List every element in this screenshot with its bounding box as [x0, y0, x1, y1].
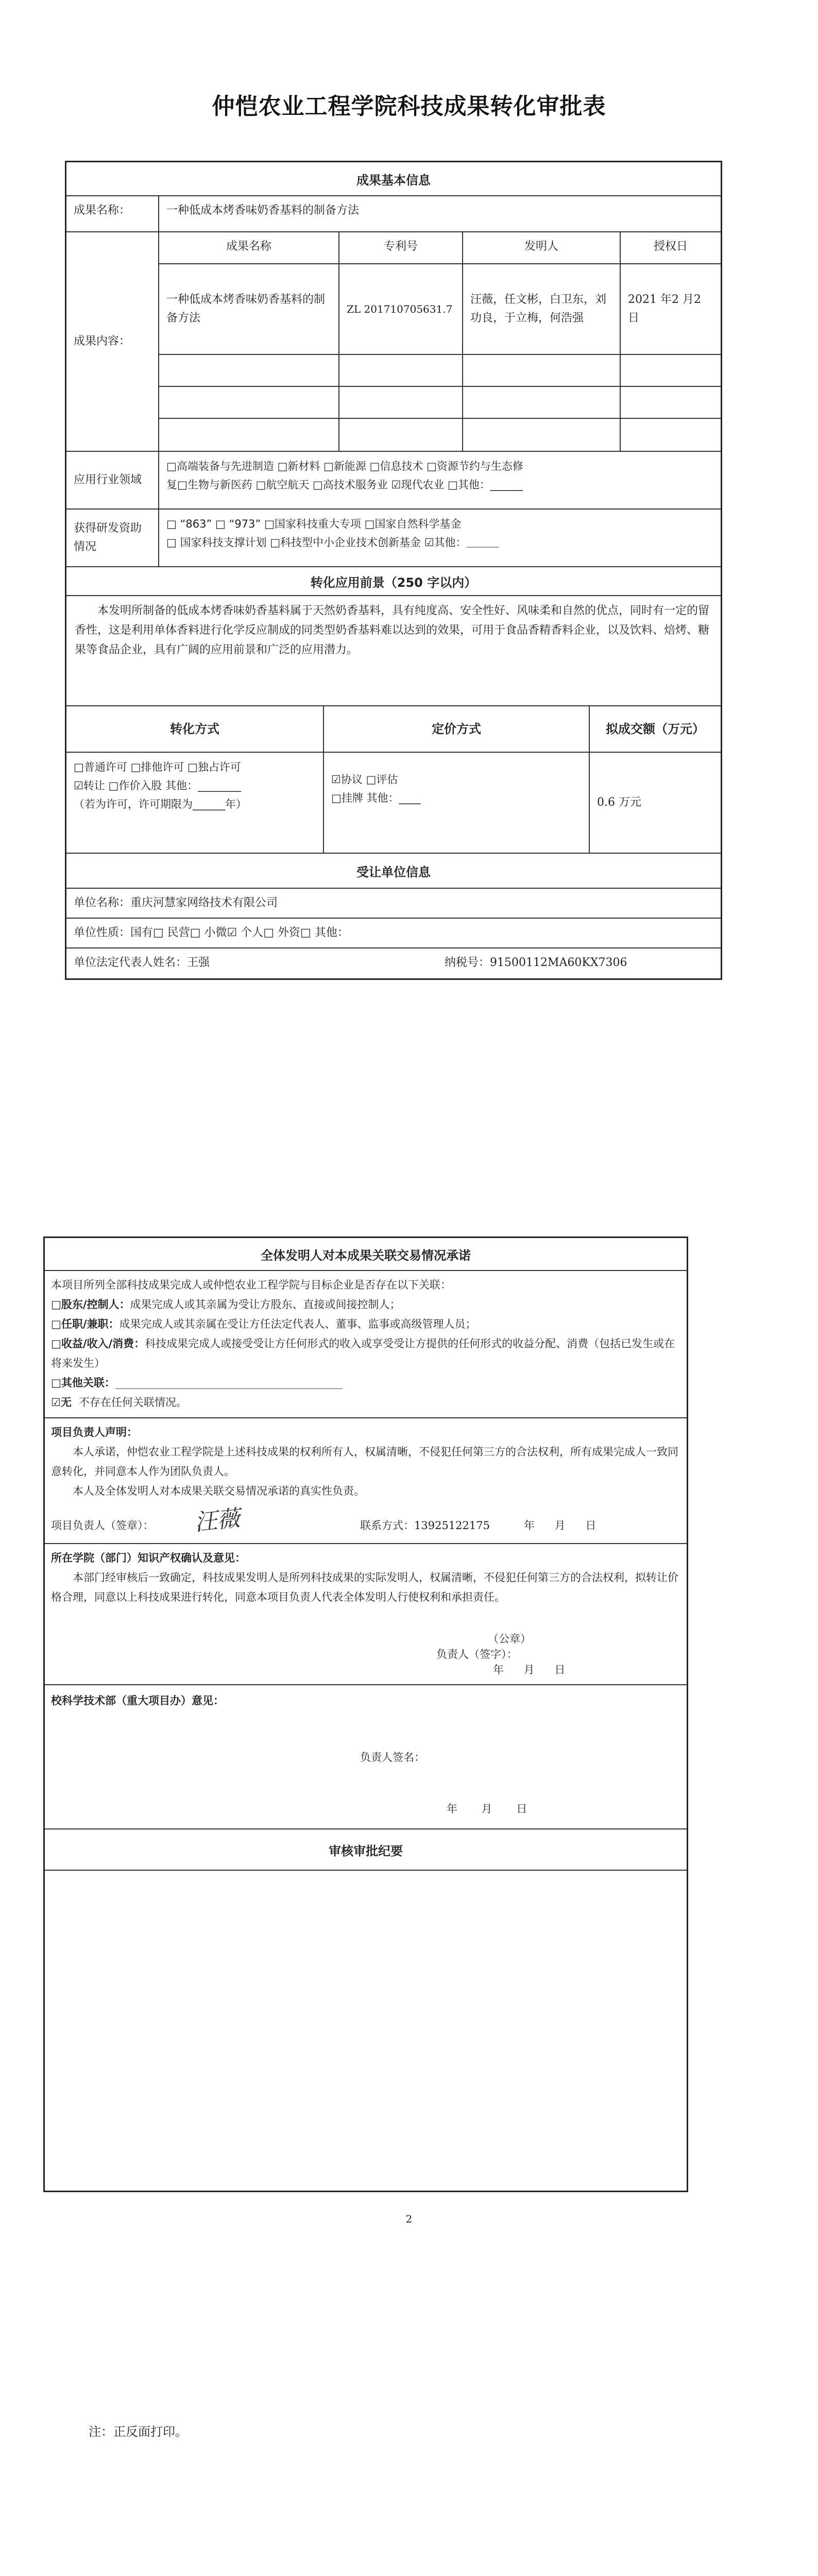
related-item-label: ☑无	[51, 1396, 72, 1409]
transfer-method-options	[66, 753, 324, 853]
prospect-text: 本发明所制备的低成本烤香味奶香基料属于天然奶香基料，具有纯度高、安全性好、风味柔和自然的优点，同时有一定的留香性，这是利用单体香料进行化学反应制成的同类型奶香基料难以达到的效果，可用于食品香精香料企业，以及饮料、焙烤、糖果等食品企业，具有广阔的应用前景和广泛的应用潜力。	[75, 604, 710, 656]
related-item	[51, 1295, 680, 1314]
table-row	[159, 387, 721, 419]
table-cell	[339, 387, 463, 418]
table-cell	[159, 419, 339, 451]
receiver-legal-rep: 单位法定代表人姓名：王强	[74, 956, 210, 969]
leader-text-2: 本人及全体发明人对本成果关联交易情况承诺的真实性负责。	[73, 1485, 365, 1497]
result-content-label: 成果内容：	[66, 232, 159, 451]
approval-form-page1	[65, 161, 722, 980]
approval-form-page2	[43, 1236, 688, 2192]
table-cell	[621, 419, 721, 451]
result-name-label: 成果名称：	[66, 196, 159, 231]
table-cell: 汪薇，任文彬，白卫东，刘功良，于立梅，何浩强	[463, 264, 621, 354]
table-row	[159, 355, 721, 387]
method-line-3: （若为许可，许可期限为______年）	[74, 798, 247, 810]
college-seal: （公章）	[488, 1633, 531, 1645]
table-cell	[159, 387, 339, 418]
table-cell: 一种低成本烤香味奶香基料的制备方法	[159, 264, 339, 354]
table-cell	[339, 419, 463, 451]
review-header: 审核审批纪要	[45, 1829, 687, 1871]
amount-header: 拟成交额（万元）	[606, 722, 705, 736]
table-row	[159, 419, 721, 451]
pricing-method-header: 定价方式	[324, 706, 590, 752]
col-header-date: 授权日	[653, 240, 688, 253]
related-item-text: 成果完成人或其亲属在受让方任法定代表人、董事、监事或高级管理人员；	[119, 1318, 476, 1330]
table-cell	[463, 355, 621, 386]
tech-sign: 负责人签名：	[360, 1751, 425, 1764]
transfer-method-header: 转化方式	[66, 706, 324, 752]
leader-text: 本人承诺，仲恺农业工程学院是上述科技成果的权利所有人，权属清晰，不侵犯任何第三方的合法权利，所有成果完成人一致同意转化，并同意本人作为团队负责人。	[51, 1446, 678, 1478]
document-title: 仲恺农业工程学院科技成果转化审批表	[212, 93, 606, 120]
funding-line-2: □ 国家科技支撑计划 □科技型中小企业技术创新基金 ☑其他：＿＿＿	[166, 536, 499, 549]
table-cell	[463, 419, 621, 451]
receiver-unit-name: 单位名称：重庆河慧家网络技术有限公司	[74, 896, 278, 909]
related-item	[51, 1314, 680, 1334]
col-header-inventor: 发明人	[463, 232, 621, 263]
related-item-label: □收益/收入/消费：	[51, 1337, 145, 1350]
related-item-label: □股东/控制人：	[51, 1298, 130, 1311]
prospect-header: 转化应用前景（250 字以内）	[66, 567, 721, 596]
related-content	[45, 1271, 687, 1417]
leader-header: 项目负责人声明：	[51, 1426, 138, 1438]
table-cell: 2021 年2 月2 日	[628, 293, 701, 325]
related-item-text: 科技成果完成人或接受受让方任何形式的收入或享受受让方提供的任何形式的收益分配、消费（包括已发生或在将来发生）	[51, 1337, 675, 1369]
related-item-text: 成果完成人或其亲属为受让方股东、直接或间接控制人；	[130, 1298, 401, 1311]
college-header: 所在学院（部门）知识产权确认及意见：	[51, 1551, 246, 1564]
review-content	[45, 1871, 687, 2191]
basic-info-header: 成果基本信息	[66, 162, 721, 196]
funding-options	[159, 510, 721, 566]
tech-date: 年 月 日	[447, 1803, 527, 1815]
receiver-tax-no: 纳税号：91500112MA60KX7306	[445, 956, 627, 969]
funding-line-1: □ “863” □ “973” □国家科技重大专项 □国家自然科学基金	[166, 518, 462, 530]
receiver-unit-nature: 单位性质：国有□ 民营□ 小微☑ 个人□ 外资□ 其他：	[74, 926, 349, 939]
result-name-value: 一种低成本烤香味奶香基料的制备方法	[166, 204, 360, 217]
table-cell	[621, 387, 721, 418]
leader-phone: 联系方式：13925122175	[360, 1519, 490, 1532]
amount-value: 0.6 万元	[597, 796, 641, 809]
table-row	[159, 264, 721, 355]
result-content-table	[159, 232, 721, 451]
college-text: 本部门经审核后一致确定，科技成果发明人是所列科技成果的实际发明人，权属清晰，不侵犯任何第三方的合法权利，拟转让价格合理，同意以上科技成果进行转化，同意本项目负责人代表全体发明人行使权利和承担责任。	[51, 1571, 678, 1603]
college-sign: 负责人（签字）：	[436, 1648, 518, 1660]
college-date: 年 月 日	[493, 1664, 566, 1676]
leader-sign-label: 项目负责人（签章）：	[51, 1519, 154, 1532]
col-header-name: 成果名称	[159, 232, 339, 263]
industry-options	[159, 452, 721, 509]
college-opinion	[45, 1544, 687, 1684]
page-number: 2	[405, 2213, 413, 2225]
related-header: 全体发明人对本成果关联交易情况承诺	[45, 1238, 687, 1271]
pricing-line-1: ☑协议 □评估	[331, 773, 398, 786]
industry-line-2: 复□生物与新医药 □航空航天 □高技术服务业 ☑现代农业 □其他：______	[166, 479, 523, 491]
related-intro: 本项目所列全部科技成果完成人或仲恺农业工程学院与目标企业是否存在以下关联：	[51, 1279, 451, 1291]
related-item-label: □其他关联：	[51, 1377, 115, 1389]
table-cell	[621, 355, 721, 386]
leader-date: 年 月 日	[524, 1519, 597, 1532]
pricing-options	[324, 753, 590, 853]
related-item-label: □任职/兼职：	[51, 1318, 120, 1330]
method-line-2: ☑转让 □作价入股 其他：________	[74, 779, 242, 792]
related-item-text: __________________________________________	[115, 1377, 343, 1389]
tech-header: 校科学技术部（重大项目办）意见：	[51, 1694, 224, 1707]
industry-label: 应用行业领域	[66, 452, 159, 509]
print-note: 注：正反面打印。	[89, 2425, 188, 2439]
col-header-patent: 专利号	[339, 232, 463, 263]
table-cell: ZL 201710705631.7	[339, 264, 463, 354]
receiver-header: 受让单位信息	[66, 854, 721, 889]
method-line-1: □普通许可 □排他许可 □独占许可	[74, 761, 241, 773]
pricing-line-2: □挂牌 其他：____	[331, 792, 421, 804]
related-item	[51, 1373, 680, 1393]
funding-label: 获得研发资助情况	[66, 510, 159, 566]
industry-line-1: □高端装备与先进制造 □新材料 □新能源 □信息技术 □资源节约与生态修	[166, 460, 523, 472]
leader-signature: 汪薇	[193, 1505, 241, 1536]
related-item-text: 不存在任何关联情况。	[78, 1396, 187, 1409]
related-item	[51, 1393, 680, 1412]
related-item	[51, 1334, 680, 1373]
table-cell	[339, 355, 463, 386]
table-cell	[159, 355, 339, 386]
table-cell	[463, 387, 621, 418]
